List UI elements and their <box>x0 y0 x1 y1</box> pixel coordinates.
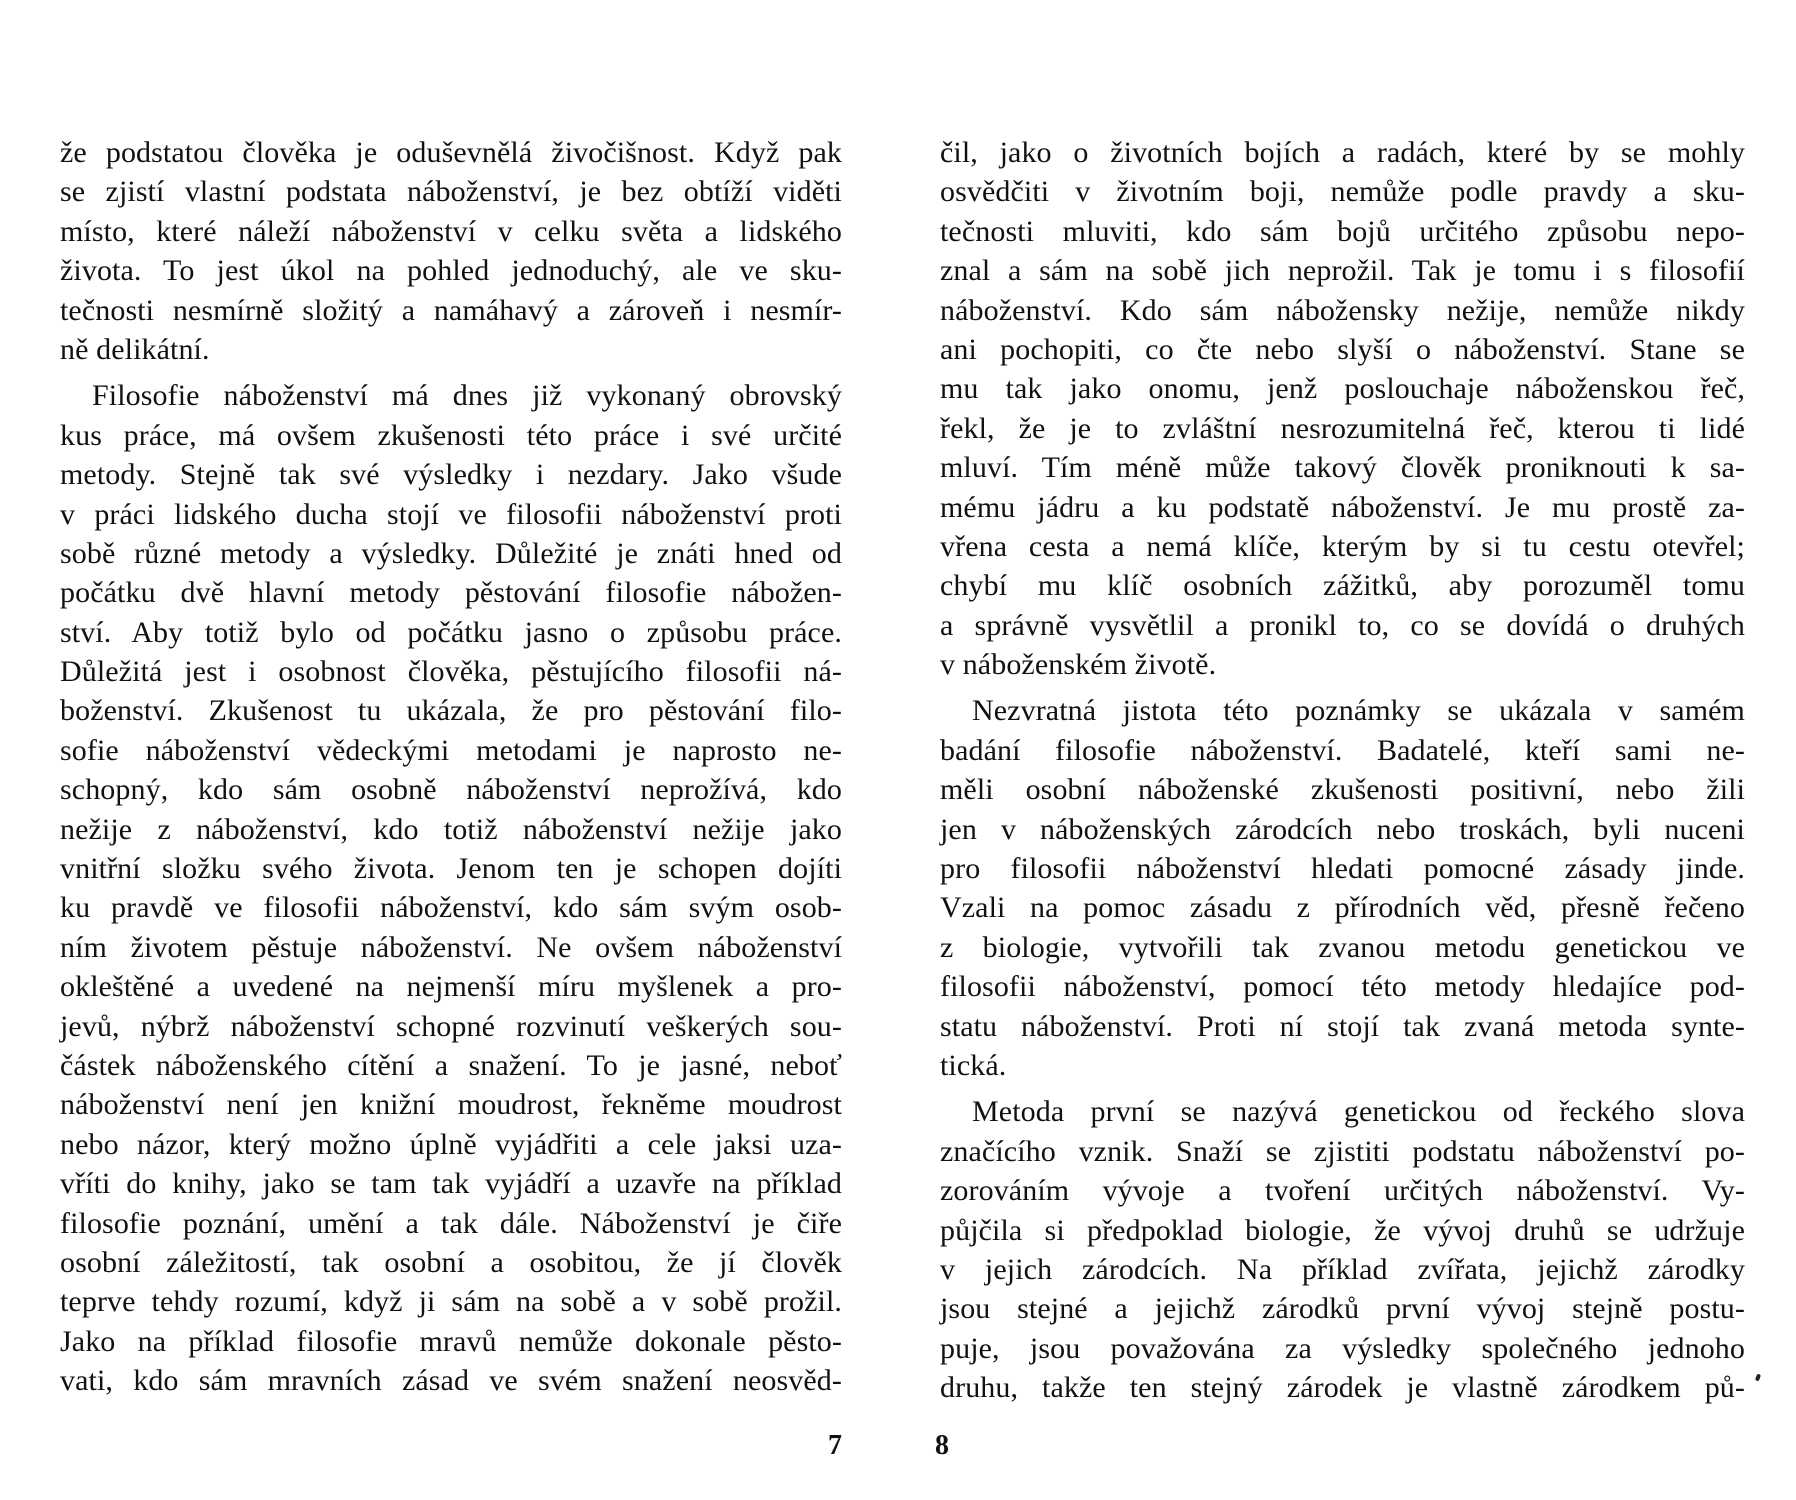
text-line: že podstatou člověka je oduševnělá živočišnost. Když pak <box>60 136 842 169</box>
text-line: počátku dvě hlavní metody pěstování filosofie nábožen- <box>60 576 842 610</box>
right-page-text-column <box>940 133 1745 1408</box>
text-line: tečnosti nesmírně složitý a namáhavý a zároveň i nesmír- <box>60 293 842 327</box>
text-line: tická. <box>940 1048 1007 1082</box>
text-line: boženství. Zkušenost tu ukázala, že pro pěstování filo- <box>60 694 842 728</box>
scan-speck-mark <box>1755 1374 1761 1382</box>
page-number-right: 8 <box>935 1430 949 1461</box>
text-line: nežije z náboženství, kdo totiž náboženství nežije jako <box>60 812 842 846</box>
text-line: Vzali na pomoc zásadu z přírodních věd, přesně řečeno <box>940 891 1745 925</box>
text-line: řekl, že je to zvláštní nesrozumitelná řeč, kterou ti lidé <box>940 411 1745 445</box>
text-line: vati, kdo sám mravních zásad ve svém snažení neosvěd- <box>60 1364 842 1398</box>
text-line: vřena cesta a nemá klíče, kterým by si tu cestu otevřel; <box>940 529 1745 563</box>
text-line: Metoda první se nazývá genetickou od řeckého slova <box>972 1095 1745 1129</box>
text-line: sobě různé metody a výsledky. Důležité je znáti hned od <box>60 536 842 570</box>
text-line: mluví. Tím méně může takový člověk proniknouti k sa- <box>940 451 1745 485</box>
text-line: vnitřní složku svého života. Jenom ten je schopen dojíti <box>60 852 842 886</box>
page-number-left: 7 <box>828 1430 842 1461</box>
text-line: teprve tehdy rozumí, když ji sám na sobě a v sobě prožil. <box>60 1285 842 1319</box>
text-line: půjčila si předpoklad biologie, že vývoj druhů se udržuje <box>940 1213 1745 1247</box>
text-line: v jejich zárodcích. Na příklad zvířata, jejichž zárodky <box>940 1252 1745 1286</box>
text-line: mu tak jako onomu, jenž poslouchaje náboženskou řeč, <box>940 372 1745 406</box>
text-line: mému jádru a ku podstatě náboženství. Je mu prostě za- <box>940 490 1745 524</box>
text-line: zorováním vývoje a tvoření určitých náboženství. Vy- <box>940 1174 1745 1208</box>
text-line: Filosofie náboženství má dnes již vykonaný obrovský <box>92 379 842 413</box>
text-line: značícího vznik. Snaží se zjistiti podstatu náboženství po- <box>940 1134 1745 1168</box>
text-line: puje, jsou považována za výsledky společného jednoho <box>940 1331 1745 1365</box>
text-line: jen v náboženských zárodcích nebo troskách, byli nuceni <box>940 812 1745 846</box>
text-line: pro filosofii náboženství hledati pomocné zásady jinde. <box>940 852 1745 886</box>
text-line: měli osobní náboženské zkušenosti positivní, nebo žili <box>940 773 1745 807</box>
text-line: ani pochopiti, co čte nebo slyší o náboženství. Stane se <box>940 332 1745 366</box>
text-line: Nezvratná jistota této poznámky se ukázala v samém <box>972 694 1745 728</box>
text-line: statu náboženství. Proti ní stojí tak zvaná metoda synte- <box>940 1009 1745 1043</box>
text-line: nebo názor, který možno úplně vyjádřiti a cele jaksi uza- <box>60 1127 842 1161</box>
text-line: schopný, kdo sám osobně náboženství neprožívá, kdo <box>60 773 842 807</box>
text-line: se zjistí vlastní podstata náboženství, je bez obtíží viděti <box>60 175 842 209</box>
right-page <box>898 0 1796 1500</box>
text-line: ním životem pěstuje náboženství. Ne ovšem náboženství <box>60 930 842 964</box>
text-line: badání filosofie náboženství. Badatelé, kteří sami ne- <box>940 733 1745 767</box>
text-line: tečnosti mluviti, kdo sám bojů určitého způsobu nepo- <box>940 214 1745 248</box>
text-line: osvědčiti v životním boji, nemůže podle pravdy a sku- <box>940 175 1745 209</box>
text-line: ku pravdě ve filosofii náboženství, kdo sám svým osob- <box>60 891 842 925</box>
text-line: v náboženském životě. <box>940 648 1217 682</box>
text-line: čil, jako o životních bojích a radách, které by se mohly <box>940 136 1745 169</box>
text-line: znal a sám na sobě jich neprožil. Tak je tomu i s filosofií <box>940 254 1745 288</box>
text-line: osobní záležitostí, tak osobní a osobitou, že jí člověk <box>60 1245 842 1279</box>
text-line: v práci lidského ducha stojí ve filosofii náboženství proti <box>60 497 842 531</box>
text-line: Důležitá jest i osobnost člověka, pěstujícího filosofii ná- <box>60 655 842 689</box>
text-line: chybí mu klíč osobních zážitků, aby porozuměl tomu <box>940 569 1745 603</box>
text-line: náboženství. Kdo sám nábožensky nežije, nemůže nikdy <box>940 293 1745 327</box>
text-line: sofie náboženství vědeckými metodami je naprosto ne- <box>60 733 842 767</box>
text-line: ství. Aby totiž bylo od počátku jasno o způsobu práce. <box>60 615 842 649</box>
text-line: částek náboženského cítění a snažení. To je jasné, neboť <box>60 1048 842 1082</box>
text-line: filosofie poznání, umění a tak dále. Náboženství je čiře <box>60 1206 842 1240</box>
text-line: z biologie, vytvořili tak zvanou metodu genetickou ve <box>940 930 1745 964</box>
text-line: filosofii náboženství, pomocí této metody hledajíce pod- <box>940 970 1745 1004</box>
text-line: ně delikátní. <box>60 332 210 366</box>
left-page-text-column <box>60 133 842 1401</box>
text-line: místo, které náleží náboženství v celku světa a lidského <box>60 214 842 248</box>
text-line: Jako na příklad filosofie mravů nemůže dokonale pěsto- <box>60 1324 842 1358</box>
text-line: okleštěné a uvedené na nejmenší míru myšlenek a pro- <box>60 970 842 1004</box>
text-line: jsou stejné a jejichž zárodků první vývoj stejně postu- <box>940 1292 1745 1326</box>
text-line: náboženství není jen knižní moudrost, řekněme moudrost <box>60 1088 842 1122</box>
text-line: vříti do knihy, jako se tam tak vyjádří a uzavře na příklad <box>60 1167 842 1201</box>
text-line: metody. Stejně tak své výsledky i nezdary. Jako všude <box>60 458 842 492</box>
text-line: druhu, takže ten stejný zárodek je vlastně zárodkem pů- <box>940 1371 1745 1405</box>
text-line: jevů, nýbrž náboženství schopné rozvinutí veškerých sou- <box>60 1009 842 1043</box>
text-line: života. To jest úkol na pohled jednoduchý, ale ve sku- <box>60 254 842 288</box>
text-line: kus práce, má ovšem zkušenosti této práce i své určité <box>60 418 842 452</box>
text-line: a správně vysvětlil a pronikl to, co se dovídá o druhých <box>940 608 1745 642</box>
